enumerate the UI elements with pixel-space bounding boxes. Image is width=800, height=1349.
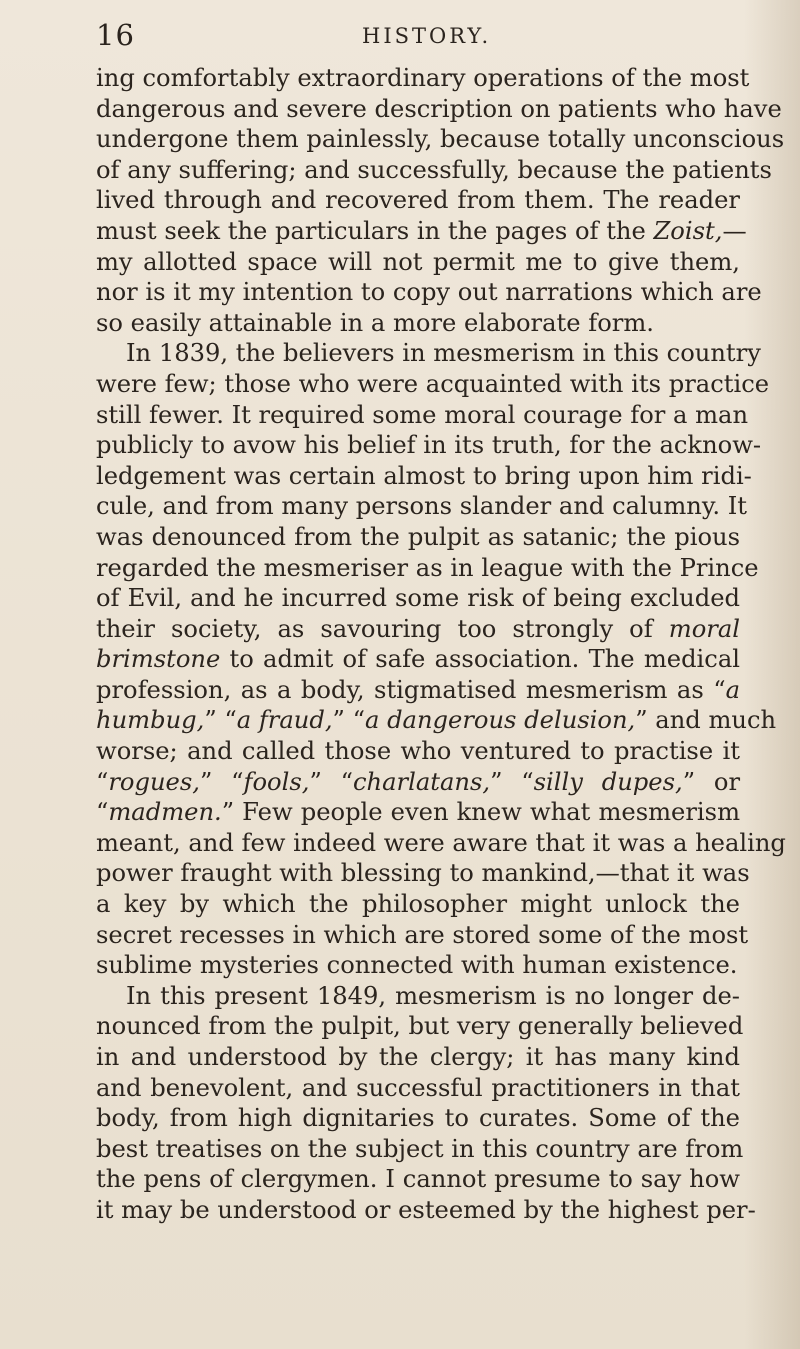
text-run: so easily attainable in a more elaborate form. xyxy=(96,308,654,337)
text-line xyxy=(96,461,752,492)
text-line xyxy=(96,94,782,125)
text-run: lived through and recovered from them. The reader xyxy=(96,186,740,215)
italic-text: rogues, xyxy=(108,767,200,796)
text-run: a key by which the philosopher might unlock the xyxy=(96,890,740,919)
text-run: were few; those who were acquainted with its practice xyxy=(96,369,770,398)
text-run: undergone them painlessly, because totally unconscious xyxy=(96,125,785,154)
text-run: dangerous and severe description on patients who have xyxy=(96,94,782,123)
page-number: 16 xyxy=(96,18,135,52)
text-run: ” or xyxy=(682,767,741,796)
italic-text: fools, xyxy=(243,767,310,796)
text-run: In this present 1849, mesmerism is no longer de- xyxy=(126,981,740,1010)
text-line xyxy=(96,338,761,369)
text-line xyxy=(96,185,740,216)
text-run: ” “ xyxy=(490,767,534,796)
italic-text: a dangerous delusion, xyxy=(364,706,636,735)
text-line xyxy=(96,369,770,400)
italic-text: brimstone xyxy=(96,645,221,674)
text-line xyxy=(96,736,740,767)
text-run: ” and much xyxy=(635,706,777,735)
text-run: In 1839, the believers in mesmerism in this country xyxy=(126,339,761,368)
text-run: was denounced from the pulpit as satanic; the pious xyxy=(96,522,740,551)
text-line xyxy=(96,1103,740,1134)
text-run: ing comfortably extraordinary operations of the most xyxy=(96,64,750,92)
text-run: in and understood by the clergy; it has many kind xyxy=(96,1043,740,1071)
text-run: “ xyxy=(96,767,109,796)
text-run: meant, and few indeed were aware that it was a healing xyxy=(96,828,786,857)
text-line xyxy=(96,491,747,522)
italic-text: charlatans, xyxy=(353,767,491,796)
text-line xyxy=(96,1042,740,1073)
text-run: my allotted space will not permit me to give them, xyxy=(96,247,740,276)
text-line xyxy=(96,889,740,920)
text-line xyxy=(96,920,749,951)
text-run: ” “ xyxy=(204,706,237,735)
italic-text: madmen. xyxy=(108,798,222,827)
text-line xyxy=(96,1164,740,1195)
text-line xyxy=(96,614,740,645)
text-run: body, from high dignitaries to curates. Some of the xyxy=(96,1104,740,1133)
body-text xyxy=(96,63,786,1226)
italic-text: a fraud, xyxy=(236,706,333,735)
text-line xyxy=(96,583,740,614)
text-run: secret recesses in which are stored some of the most xyxy=(96,920,749,949)
text-line xyxy=(96,797,740,828)
text-line xyxy=(96,155,772,186)
text-run: of Evil, and he incurred some risk of being excluded xyxy=(96,584,740,613)
text-line xyxy=(96,950,740,981)
text-line xyxy=(96,1011,744,1042)
text-line xyxy=(96,705,777,736)
text-line xyxy=(96,675,740,706)
text-line xyxy=(96,216,747,247)
text-run: publicly to avow his belief in its truth, for the acknow- xyxy=(96,431,762,460)
text-run: nor is it my intention to copy out narrations which are xyxy=(96,278,762,307)
text-run: — xyxy=(722,216,747,245)
paragraph xyxy=(96,981,756,1226)
text-run: nounced from the pulpit, but very generally believed xyxy=(96,1012,744,1041)
italic-text: a xyxy=(725,675,740,704)
text-run: the pens of clergymen. I cannot presume to say how xyxy=(96,1165,740,1194)
text-run: “ xyxy=(96,798,109,827)
text-line xyxy=(96,981,740,1012)
text-run: regarded the mesmeriser as in league with the Prince xyxy=(96,553,759,582)
paragraph xyxy=(96,63,785,338)
paragraph xyxy=(96,338,786,980)
text-run: to admit of safe association. The medical xyxy=(220,645,740,674)
text-run: power fraught with blessing to mankind,—that it was xyxy=(96,859,750,888)
text-run: worse; and called those who ventured to practise it xyxy=(96,737,740,766)
text-run: ” “ xyxy=(309,767,353,796)
italic-text: moral xyxy=(668,614,740,643)
text-line xyxy=(96,858,750,889)
text-line xyxy=(96,522,740,553)
text-run: ledgement was certain almost to bring upon him ridi- xyxy=(96,461,752,490)
text-run: cule, and from many persons slander and calumny. It xyxy=(96,492,747,521)
italic-text: silly dupes, xyxy=(533,767,683,796)
page-header xyxy=(96,18,736,58)
text-line xyxy=(96,553,759,584)
italic-text: Zoist, xyxy=(653,216,723,245)
text-run: ” Few people even knew what mesmerism xyxy=(221,798,740,827)
italic-text: humbug, xyxy=(96,706,205,735)
text-line xyxy=(96,644,740,675)
text-run: must seek the particulars in the pages of the xyxy=(96,216,654,245)
text-line xyxy=(96,828,786,859)
text-line xyxy=(96,767,740,798)
text-run: ” “ xyxy=(199,767,244,796)
text-line xyxy=(96,124,785,155)
text-line xyxy=(96,277,762,308)
text-line xyxy=(96,308,740,339)
text-line xyxy=(96,63,750,94)
text-run: sublime mysteries connected with human existence. xyxy=(96,951,738,980)
text-line xyxy=(96,430,762,461)
text-run: ” “ xyxy=(332,706,365,735)
text-run: their society, as savouring too strongly of xyxy=(96,614,669,643)
text-line xyxy=(96,247,740,278)
text-run: best treatises on the subject in this country are from xyxy=(96,1134,744,1163)
text-run: still fewer. It required some moral courage for a man xyxy=(96,400,749,429)
text-line xyxy=(96,1195,756,1226)
text-run: it may be understood or esteemed by the highest per- xyxy=(96,1195,756,1224)
running-head: HISTORY. xyxy=(362,24,492,48)
text-line xyxy=(96,400,749,431)
text-line xyxy=(96,1073,740,1104)
text-run: profession, as a body, stigmatised mesmerism as “ xyxy=(96,675,726,704)
text-run: of any suffering; and successfully, because the patients xyxy=(96,155,772,184)
text-run: and benevolent, and successful practitioners in that xyxy=(96,1073,740,1102)
text-line xyxy=(96,1134,744,1165)
